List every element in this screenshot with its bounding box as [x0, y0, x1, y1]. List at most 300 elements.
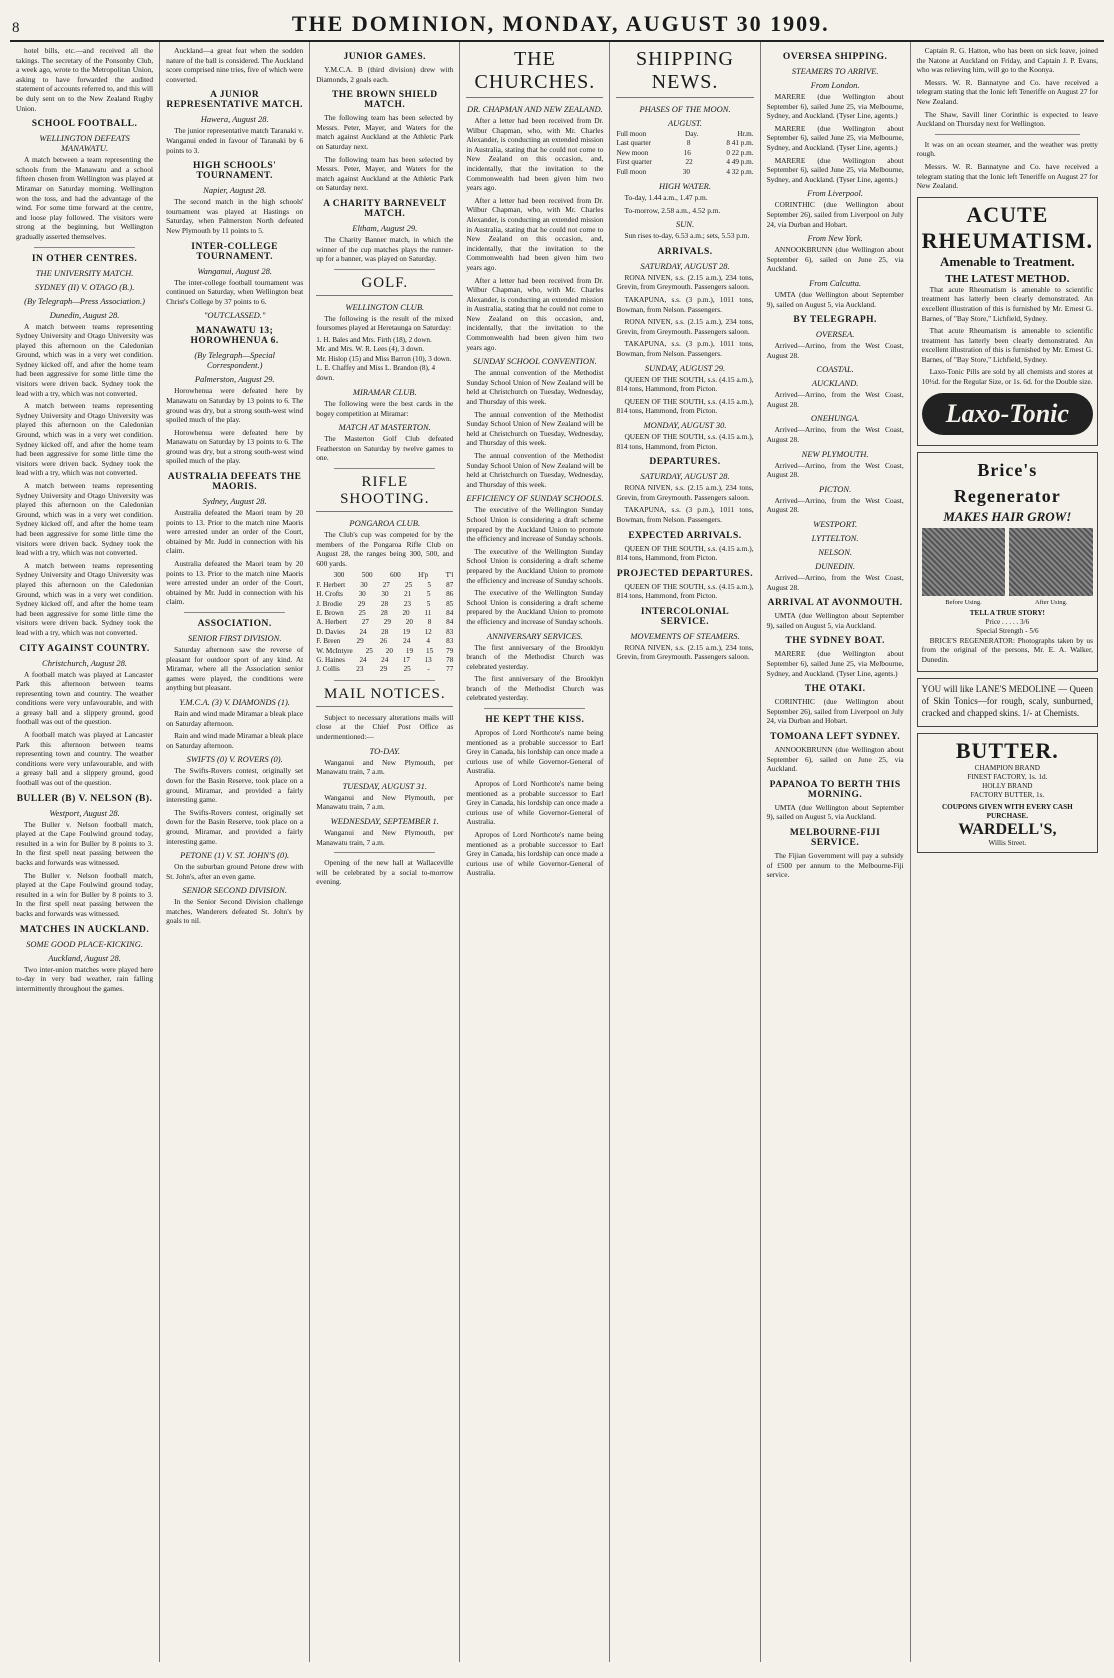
subheading: "OUTCLASSED."	[203, 310, 266, 321]
subheading: MOVEMENTS OF STEAMERS.	[630, 630, 740, 641]
dateline: Auckland, August 28.	[48, 952, 121, 963]
paragraph: Messrs. W. R. Bannatyne and Co. have received a telegram stating that the Ionic left Teneriffe on August 27 for New Zealand.	[916, 77, 1098, 106]
table-cell: 83	[446, 637, 454, 646]
table-row	[616, 139, 753, 148]
section-heading: HE KEPT THE KISS.	[485, 715, 585, 726]
ad-body: BRICE'S REGENERATOR: Photographs taken by us from the original of the persons, Mr. E. A. Walker, Dunedin.	[921, 635, 1093, 664]
paragraph: Australia defeated the Maori team by 20 points to 13. Prior to the match nine Maoris were arrested under an order of the Court, obtained by Mr. Judd in connection with his claim.	[166, 559, 304, 607]
section-heading: INTERCOLONIAL SERVICE.	[640, 606, 730, 627]
subheading: WEDNESDAY, SEPTEMBER 1.	[330, 815, 439, 826]
paragraph: A match between a team representing the schools from the Manawatu and a school fifteen chosen from Wellington was played at Miramar on Saturday morning. Wellington won the toss, and had the advantage of the wind. For some time forward at the centre, and loose play followed. The visitors were strong at the beginning, but Wellington gradually asserted themselves.	[16, 155, 154, 241]
subheading: SWIFTS (0) V. ROVERS (0).	[186, 754, 283, 765]
column-2	[160, 42, 310, 1662]
table-cell: 27	[382, 580, 390, 589]
subheading: WELLINGTON CLUB.	[345, 301, 425, 312]
paragraph: MARERE (due Wellington about September 6), sailed June 25, via Melbourne, Sydney, and Auckland. (Tyser Line, agents.)	[766, 123, 904, 152]
column-3	[310, 42, 460, 1662]
dateline: Westport, August 28.	[49, 807, 120, 818]
paragraph: Arrived—Arrino, from the West Coast, August 28.	[766, 390, 904, 409]
table-cell: 19	[402, 627, 410, 636]
price-line: Price . . . . . 3/6	[985, 617, 1030, 626]
table-cell: 83	[446, 627, 454, 636]
paragraph: The annual convention of the Methodist Sunday School Union of New Zealand will be held at Christchurch on Tuesday, Wednesday, and Thursday of this week.	[466, 409, 604, 448]
paragraph: Opening of the new hall at Wallaceville will be celebrated by a social to-morrow evening.	[316, 858, 454, 887]
table-row	[316, 618, 453, 627]
section-heading: TOMOANA LEFT SYDNEY.	[770, 731, 901, 742]
table-cell: 25	[403, 665, 411, 674]
columns	[10, 42, 1104, 1662]
paragraph: TAKAPUNA, s.s. (3 p.m.), 1011 tons, Bowman, from Nelson. Passengers.	[616, 295, 754, 314]
table-cell: E. Brown	[316, 608, 344, 617]
table-cell: 30	[381, 590, 389, 599]
table-cell: 21	[404, 590, 412, 599]
subheading: MATCH AT MASTERTON.	[338, 422, 431, 433]
table-cell: First quarter	[616, 158, 652, 167]
paragraph: Saturday afternoon saw the reverse of pleasant for outdoor sport of any kind. At Miramar, where all the Association senior games were played, the conditions were anything but pleasant.	[166, 645, 304, 693]
table-cell: 8	[686, 139, 691, 148]
paragraph: UMTA (due Wellington about September 9), sailed on August 5, via Auckland.	[766, 802, 904, 822]
byline: (By Telegraph—Press Association.)	[24, 295, 145, 306]
paragraph: Wanganui and New Plymouth, per Manawatu train, 7 a.m.	[316, 827, 454, 847]
paragraph: The junior representative match Taranaki v. Wanganui ended in favour of Taranaki by 6 points to 3.	[166, 126, 304, 155]
paragraph: UMTA (due Wellington about September 9), sailed on August 5, via Auckland.	[766, 289, 904, 309]
paragraph: The annual convention of the Methodist Sunday School Union of New Zealand will be held at Christchurch on Tuesday, Wednesday, and Thursday of this week.	[466, 368, 604, 407]
table-cell: 78	[446, 655, 454, 664]
table-row	[316, 590, 453, 599]
table-cell: 24	[381, 655, 389, 664]
subheading: HIGH WATER.	[659, 181, 711, 192]
section-heading: CITY AGAINST COUNTRY.	[19, 643, 150, 654]
subheading: ANNIVERSARY SERVICES.	[486, 630, 583, 641]
section-heading: EXPECTED ARRIVALS.	[628, 530, 742, 541]
paragraph: MARERE (due Wellington about September 6), sailed June 25, via Melbourne, Sydney, and Auckland. (Tyser Line, agents.)	[766, 649, 904, 678]
table-cell: 77	[446, 665, 454, 674]
ad-headline: ACUTE RHEUMATISM.	[921, 201, 1093, 253]
table-cell: 17	[402, 655, 410, 664]
rheumatism-advertisement	[917, 197, 1098, 446]
shop-address: Willis Street.	[988, 839, 1027, 848]
shop-name: WARDELL'S,	[958, 821, 1057, 839]
section-heading: A CHARITY BARNEVELT MATCH.	[323, 198, 447, 219]
table-cell: J. Collis	[316, 665, 340, 674]
table-cell: 600	[389, 571, 401, 580]
table-cell: 79	[446, 646, 454, 655]
table-row	[616, 158, 753, 167]
table-cell: 28	[381, 627, 389, 636]
table-cell: F. Breen	[316, 637, 341, 646]
paragraph: QUEEN OF THE SOUTH, s.s. (4.15 a.m.), 814 tons, Hammond, from Picton.	[616, 581, 754, 601]
table-cell: J. Brodie	[316, 599, 343, 608]
paragraph: MARERE (due Wellington about September 6), sailed June 25, via Melbourne, Sydney, and Auckland. (Tyser Line, agents.)	[766, 155, 904, 184]
paragraph: To-morrow, 2.58 a.m., 4.52 p.m.	[624, 205, 721, 215]
paragraph: A match between teams representing Sydney University and Otago University was played this afternoon on the Caledonian Ground, which was in a very wet condition. Sydney kicked off, and after the home team had been aggressive for some little time the visitors were driven back. Sydney took the lead with a try, which was not converted.	[16, 401, 154, 478]
paragraph: TAKAPUNA, s.s. (3 p.m.), 1011 tons, Bowman, from Nelson. Passengers.	[616, 339, 754, 358]
table-cell: 5	[427, 580, 431, 589]
ad-tagline: COUPONS GIVEN WITH EVERY CASH PURCHASE.	[941, 803, 1073, 821]
subheading: PICTON.	[819, 483, 852, 494]
paragraph: The executive of the Wellington Sunday School Union is considering a draft scheme prepared by the Auckland Union to promote the efficiency and increase of Sunday schools.	[466, 505, 604, 544]
subheading: COASTAL.	[816, 364, 854, 375]
dateline: Palmerston, August 29.	[194, 374, 275, 385]
column-6	[761, 42, 911, 1662]
section-heading: HIGH SCHOOLS' TOURNAMENT.	[193, 161, 277, 182]
table-cell: 29	[383, 618, 391, 627]
paragraph: Wanganui and New Plymouth, per Manawatu train, 7 a.m.	[316, 792, 454, 812]
dateline: Eltham, August 29.	[352, 222, 418, 233]
table-cell: W. McIntyre	[316, 646, 353, 655]
table-cell: 26	[379, 637, 387, 646]
section-heading: THE OTAKI.	[804, 684, 866, 695]
divider	[334, 680, 435, 681]
table-cell: 29	[356, 637, 364, 646]
paragraph: A match between teams representing Sydney University and Otago University was played this afternoon on the Caledonian Ground, which was in a very wet condition. Sydney kicked off, and after the home team had been aggressive for some little time the visitors were driven back. Sydney took the lead with a try, which was not converted.	[16, 560, 154, 637]
subheading: From Liverpool.	[807, 188, 864, 199]
paragraph: Rain and wind made Miramar a bleak place on Saturday afternoon.	[166, 708, 304, 728]
page-number: 8	[12, 20, 20, 36]
divider	[334, 269, 435, 270]
paragraph: Arrived—Arrino, from the West Coast, August 28.	[766, 573, 904, 592]
section-heading: MELBOURNE-FIJI SERVICE.	[789, 827, 881, 848]
section-heading: IN OTHER CENTRES.	[31, 253, 138, 264]
table-cell: 30	[358, 590, 366, 599]
section-heading: THE SYDNEY BOAT.	[785, 636, 885, 647]
dateline: Christchurch, August 28.	[42, 657, 128, 668]
table-cell: 0 22 p.m.	[726, 148, 754, 157]
subheading: SYDNEY (II) V. OTAGO (B.).	[34, 281, 135, 292]
table-row	[616, 130, 753, 139]
section-title-churches: THE CHURCHES.	[466, 48, 603, 98]
ad-body: That acute Rheumatism is amenable to scientific treatment has latterly been clearly demonstrated. An excellent illustration of this is furnished by Mr. Ernest G. Barnes, of "Bay Store," Lichfield, Sydney.	[921, 284, 1093, 323]
table-row	[616, 149, 753, 158]
subheading: DUNEDIN.	[815, 561, 856, 572]
table-cell: 24	[359, 655, 367, 664]
column-1	[10, 42, 160, 1662]
table-cell: H'p	[418, 571, 429, 580]
section-heading: MANAWATU 13; HOROWHENUA 6.	[190, 326, 279, 347]
section-heading: BULLER (B) V. NELSON (B).	[16, 793, 153, 804]
result-line: Mr. and Mrs. W. R. Lees (4), 3 down.	[316, 345, 425, 354]
table-cell: 8 41 p.m.	[726, 139, 754, 148]
paragraph: RONA NIVEN, s.s. (2.15 a.m.), 234 tons, Grevin, from Greymouth. Passengers saloon.	[616, 483, 754, 502]
table-row	[316, 656, 453, 665]
ad-subheadline: MAKES HAIR GROW!	[943, 508, 1072, 524]
paragraph: The Swifts-Rovers contest, originally set down for the Basin Reserve, took place on a ground, Miramar, and provided a fairly interesting game.	[166, 807, 304, 846]
butter-advertisement	[917, 733, 1098, 853]
subheading: PETONE (1) V. ST. JOHN'S (0).	[180, 850, 290, 861]
table-cell: F. Herbert	[316, 580, 346, 589]
table-row	[316, 571, 453, 580]
subheading: EFFICIENCY OF SUNDAY SCHOOLS.	[466, 493, 604, 504]
paragraph: A football match was played at Lancaster Park this afternoon between teams representing town and country. The weather conditions were very unfavourable, and with a greasy ball and a slippery ground, good football was out of the question.	[16, 669, 154, 727]
subheading: LYTTELTON.	[811, 533, 859, 544]
subheading: SATURDAY, AUGUST 28.	[640, 471, 730, 482]
subheading: SOME GOOD PLACE-KICKING.	[26, 938, 143, 949]
ad-body: YOU will like LANE'S MEDOLINE — Queen of Skin Tonics—for rough, scaly, sunburned, cracked and chapped skins. 1/- at Chemists.	[921, 684, 1093, 719]
paragraph: The Fijian Government will pay a subsidy of £500 per annum to the Melbourne-Fiji service.	[766, 850, 904, 880]
table-cell: 11	[424, 608, 432, 617]
section-heading: A JUNIOR REPRESENTATIVE MATCH.	[166, 90, 303, 111]
photo-caption: After Using.	[1034, 598, 1068, 606]
divider	[484, 708, 585, 709]
paragraph: Rain and wind made Miramar a bleak place on Saturday afternoon.	[166, 731, 304, 750]
before-photo	[922, 525, 1006, 606]
subheading: WESTPORT.	[813, 519, 858, 530]
table-cell: -	[427, 665, 430, 674]
paragraph: After a letter had been received from Dr. Wilbur Chapman, who, with Mr. Charles Alexander, is conducting an extended mission in Australia, stating that he could not come to New Zealand on this occasion, and, incidentally, that the invitation to the Commonwealth had been given him two years ago.	[466, 195, 604, 272]
paragraph: The following is the result of the mixed foursomes played at Heretaunga on Saturday:	[316, 313, 454, 333]
before-after-photos	[922, 525, 1093, 606]
medoline-advertisement	[917, 678, 1098, 727]
table-cell: 23	[356, 665, 364, 674]
table-cell: 84	[446, 618, 454, 627]
table-cell: 27	[361, 618, 369, 627]
paragraph: ANNOOKBRUNN (due Wellington about September 6), sailed on June 25, via Auckland.	[766, 744, 904, 774]
paragraph: The Masterton Golf Club defeated Featherston on Saturday by twelve games to one.	[316, 434, 454, 463]
section-title-rifle: RIFLE SHOOTING.	[316, 474, 453, 512]
subheading: SENIOR SECOND DIVISION.	[182, 885, 287, 896]
subheading: SUN.	[675, 219, 695, 230]
table-cell: 30	[682, 167, 690, 176]
paragraph: QUEEN OF THE SOUTH, s.s. (4.15 a.m.), 814 tons, Hammond, from Picton.	[616, 396, 754, 416]
result-line: L. E. Chaffey and Miss L. Brandon (8), 4 down.	[316, 364, 436, 382]
subheading: WELLINGTON DEFEATS MANAWATU.	[39, 133, 130, 154]
table-row	[316, 665, 453, 674]
table-cell: Last quarter	[616, 139, 651, 148]
section-heading: DEPARTURES.	[649, 457, 721, 468]
section-heading: ARRIVALS.	[657, 246, 713, 257]
page-title: THE DOMINION, MONDAY, AUGUST 30 1909.	[291, 11, 830, 36]
paragraph: Apropos of Lord Northcote's name being mentioned as a probable successor to Earl Grey in Canada, his lordship can once made a curious use of while Governor-General of Australia.	[466, 830, 604, 878]
paragraph: After a letter had been received from Dr. Wilbur Chapman, who, with Mr. Charles Alexander, is conducting an extended mission in Australia, stating that he could not come to New Zealand on this occasion, and, incidentally, that the invitation to the Commonwealth had been given him two years ago.	[466, 116, 604, 193]
ad-subheadline: Amenable to Treatment.	[939, 253, 1075, 269]
table-row	[316, 647, 453, 656]
section-title-mail: MAIL NOTICES.	[316, 686, 453, 707]
lead-paragraph: hotel bills, etc.—and received all the takings. The secretary of the Ponsonby Club, a week ago, wrote to the Metropolitan Union, asking to have forwarded the audited statement of accounts referred to, and this will be duly sent on to the New Zealand Rugby Union.	[16, 46, 154, 113]
table-cell: 12	[424, 627, 432, 636]
paragraph: Two inter-union matches were played here to-day in very bad weather, rain falling intermittently throughout the games.	[16, 964, 154, 993]
table-cell: 4	[426, 637, 430, 646]
table-cell: 20	[385, 646, 393, 655]
paragraph: The Swifts-Rovers contest, originally set down for the Basin Reserve, took place on a ground, Miramar, and provided a fairly interesting game.	[166, 766, 304, 805]
table-cell: Full moon	[616, 167, 647, 176]
paragraph: RONA NIVEN, s.s. (2.15 a.m.), 234 tons, Grevin, from Greymouth. Passengers saloon.	[616, 317, 754, 336]
product-line: FACTORY BUTTER, 1s.	[970, 791, 1045, 800]
divider	[935, 134, 1080, 135]
subheading: TO-DAY.	[369, 745, 401, 756]
table-cell: 20	[405, 618, 413, 627]
subheading: SUNDAY, AUGUST 29.	[644, 362, 726, 373]
after-photo	[1009, 525, 1093, 606]
paragraph: UMTA (due Wellington about September 9), sailed on August 5, via Auckland.	[766, 611, 904, 630]
paragraph: In the Senior Second Division challenge matches, Wanderers defeated St. John's by goals to nil.	[166, 897, 304, 926]
paragraph: The annual convention of the Methodist Sunday School Union of New Zealand will be held at Christchurch on Tuesday, Wednesday, and Thursday of this week.	[466, 451, 604, 489]
paragraph: Arrived—Arrino, from the West Coast, August 28.	[766, 341, 904, 360]
product-line: CHAMPION BRAND	[974, 764, 1040, 773]
table-cell: Hr.m.	[737, 130, 754, 138]
paragraph: Subject to necessary alterations mails will close at the Chief Post Office as undermentioned:—	[316, 712, 454, 741]
moon-table	[616, 130, 753, 177]
dateline: Wanganui, August 28.	[197, 265, 272, 276]
paragraph: Messrs. W. R. Bannatyne and Co. have received a telegram stating that the Ionic left Teneriffe on August 27 for New Zealand.	[916, 161, 1098, 191]
paragraph: Wanganui and New Plymouth, per Manawatu train, 7 a.m.	[316, 757, 454, 777]
divider	[184, 612, 285, 613]
paragraph: TAKAPUNA, s.s. (3 p.m.), 1011 tons, Bowman, from Nelson. Passengers.	[616, 505, 754, 524]
table-cell: 87	[446, 580, 454, 589]
column-5	[610, 42, 760, 1662]
table-cell: 24	[403, 637, 411, 646]
ad-tagline: TELL A TRUE STORY!	[969, 608, 1045, 617]
table-cell: 500	[361, 571, 373, 580]
product-line: FINEST FACTORY, 1s. 1d.	[967, 773, 1048, 782]
regenerator-advertisement	[917, 452, 1098, 673]
score-table	[316, 571, 453, 674]
paragraph: To-day, 1.44 a.m., 1.47 p.m.	[624, 193, 708, 203]
subheading: PHASES OF THE MOON.	[639, 104, 731, 114]
table-row	[316, 600, 453, 609]
table-cell: 5	[426, 599, 431, 608]
paragraph: Apropos of Lord Northcote's name being mentioned as a probable successor to Earl Grey in Canada, his lordship can once made a curious use of while Governor-General of Australia.	[466, 779, 604, 827]
paragraph: Sun rises to-day, 6.53 a.m.; sets, 5.53 p.m.	[624, 231, 750, 241]
table-cell: New moon	[616, 148, 649, 157]
table-cell: 25	[358, 608, 366, 617]
section-heading: ARRIVAL AT AVONMOUTH.	[767, 598, 903, 609]
subheading: PONGAROA CLUB.	[349, 517, 421, 528]
paragraph: The Charity Banner match, in which the winner of the cup matches plays the runner-up for a banner, was played on Saturday.	[316, 234, 454, 264]
paragraph: CORINTHIC (due Wellington about September 26), sailed from Liverpool on July 24, via Durban and Hobart.	[766, 697, 904, 726]
paragraph: After a letter had been received from Dr. Wilbur Chapman, who, with Mr. Charles Alexander, is conducting an extended mission in Australia, stating that he could not come to New Zealand on this occasion, and, incidentally, that the invitation to the Commonwealth had been given him two years ago.	[466, 275, 604, 352]
subheading: From London.	[810, 80, 860, 90]
ad-headline: BUTTER.	[955, 738, 1059, 764]
table-row	[616, 168, 753, 177]
section-heading: AUSTRALIA DEFEATS THE MAORIS.	[167, 472, 302, 493]
paragraph: Horowhenua were defeated here by Manawatu on Saturday by 13 points to 6. The ground was dry, but a strong south-west wind spoiled much of the play.	[166, 427, 304, 466]
dateline: Napier, August 28.	[203, 185, 267, 196]
section-heading: INTER-COLLEGE TOURNAMENT.	[191, 241, 279, 262]
byline: (By Telegraph—Special Correspondent.)	[194, 350, 275, 371]
table-cell: Day.	[685, 130, 699, 138]
subheading: TUESDAY, AUGUST 31.	[342, 780, 427, 791]
subheading: AUCKLAND.	[811, 378, 859, 389]
table-cell: D. Davies	[316, 627, 345, 636]
table-cell: 29	[379, 665, 388, 674]
table-row	[316, 609, 453, 618]
table-row	[316, 581, 453, 590]
paragraph: The Buller v. Nelson football match, played at the Cape Foulwind ground today, resulted in a win for Buller by 8 points to 3. In the first spell neat passing between the backs and forwards was witnessed.	[16, 819, 154, 867]
paragraph: MARERE (due Wellington about September 6), sailed June 25, via Melbourne, Sydney, and Auckland. (Tyser Line, agents.)	[766, 92, 904, 121]
table-cell: 28	[380, 608, 388, 617]
table-cell: 19	[405, 646, 414, 655]
paragraph: RONA NIVEN, s.s. (2.15 a.m.), 234 tons, Grevin, from Greymouth. Passengers saloon.	[616, 272, 754, 292]
divider	[334, 468, 435, 469]
table-cell: 4 49 p.m.	[726, 158, 754, 167]
masthead	[10, 8, 1104, 42]
table-cell: 24	[359, 627, 367, 636]
section-heading: PAPANOA TO BERTH THIS MORNING.	[769, 779, 901, 800]
paragraph: The second match in the high schools' tournament was played at Hastings on Saturday, when Palmerston North defeated New Plymouth by 11 points to 5.	[166, 197, 304, 235]
paragraph: ANNOOKBRUNN (due Wellington about September 6), sailed on June 25, via Auckland.	[766, 245, 904, 274]
table-cell: 86	[446, 590, 454, 599]
paragraph: The following team has been selected by Messrs. Peter, Mayer, and Waters for the match against Auckland at the Athletic Park on Saturday next.	[316, 154, 454, 193]
paragraph: The Shaw, Savill liner Corinthic is expected to leave Auckland on Thursday next for Wellington.	[916, 109, 1098, 129]
section-heading: PROJECTED DEPARTURES.	[616, 568, 754, 579]
section-heading: JUNIOR GAMES.	[343, 52, 427, 62]
dateline: Dunedin, August 28.	[49, 309, 120, 320]
paragraph: QUEEN OF THE SOUTH, s.s. (4.15 a.m.), 814 tons, Hammond, from Picton.	[616, 431, 754, 451]
portrait-image	[1009, 528, 1093, 596]
table-cell: Full moon	[616, 130, 647, 138]
subheading: SATURDAY, AUGUST 28.	[640, 260, 730, 271]
paragraph: On the suburban ground Petone drew with St. John's, after an even game.	[166, 862, 304, 881]
subheading: OVERSEA.	[815, 329, 855, 340]
paragraph: Arrived—Arrino, from the West Coast, August 28.	[766, 460, 904, 480]
table-cell: H. Crofts	[316, 590, 343, 599]
table-cell: 13	[424, 655, 432, 664]
subheading: Y.M.C.A. (3) V. DIAMONDS (1).	[179, 696, 290, 707]
dateline: Hawera, August 28.	[200, 114, 269, 125]
paragraph: Y.M.C.A. B (third division) drew with Diamonds, 2 goals each.	[316, 65, 454, 84]
product-line: HOLLY BRAND	[982, 782, 1033, 791]
result-line: Mr. Hislop (15) and Miss Barron (10), 3 down.	[316, 354, 452, 363]
table-cell: 23	[403, 599, 411, 608]
section-heading: OVERSEA SHIPPING.	[782, 52, 888, 62]
table-cell: 8	[427, 618, 432, 627]
subheading: SUNDAY SCHOOL CONVENTION.	[472, 356, 597, 367]
result-line: 1. H. Bales and Mrs. Firth (18), 2 down.	[316, 335, 432, 344]
paragraph: CORINTHIC (due Wellington about September 26), sailed from Liverpool on July 24, via Durban and Hobart.	[766, 200, 904, 229]
ad-body: That acute Rheumatism is amenable to scientific treatment has latterly been clearly demonstrated. An excellent illustration of this is furnished by Mr. Ernest G. Barnes, of "Bay Store," Lichfield, Sydney.	[921, 326, 1093, 364]
paragraph: Arrived—Arrino, from the West Coast, August 28.	[766, 425, 904, 445]
section-heading: MATCHES IN AUCKLAND.	[19, 924, 150, 935]
table-cell: 30	[360, 580, 368, 589]
section-title-shipping: SHIPPING NEWS.	[616, 48, 753, 98]
paragraph: The executive of the Wellington Sunday School Union is considering a draft scheme prepared by the Auckland Union to promote the efficiency and increase of Sunday schools.	[466, 588, 604, 626]
paragraph: A football match was played at Lancaster Park this afternoon between teams representing town and country. The weather conditions were very unfavourable, and with a greasy ball and a slippery ground, good football was out of the question.	[16, 730, 154, 788]
ad-headline: Brice's Regenerator	[953, 459, 1061, 506]
table-cell: 22	[685, 158, 693, 167]
subheading: MIRAMAR CLUB.	[352, 386, 417, 397]
subheading: NELSON.	[818, 547, 852, 558]
portrait-image	[922, 528, 1006, 596]
paragraph: The following were the best cards in the bogey competition at Miramar:	[316, 398, 454, 418]
table-cell: 300	[333, 571, 345, 580]
photo-caption: Before Using.	[945, 598, 982, 606]
paragraph: RONA NIVEN, s.s. (2.15 a.m.), 234 tons, Grevin, from Greymouth. Passengers saloon.	[616, 642, 754, 662]
subheading: From Calcutta.	[809, 277, 862, 288]
section-title-golf: GOLF.	[316, 275, 453, 296]
paragraph: The following team has been selected by Messrs. Peter, Mayer, and Waters for the match against Auckland at the Athletic Park on Saturday next.	[316, 113, 454, 151]
price-line: Special Strength - 5/6	[976, 626, 1039, 635]
paragraph: Auckland—a great feat when the sodden nature of the ball is considered. The Auckland score comprised nine tries, five of which were converted.	[166, 46, 304, 84]
paragraph: QUEEN OF THE SOUTH, s.s. (4.15 a.m.), 814 tons, Hammond, from Picton.	[616, 374, 754, 394]
subheading: From New York.	[807, 233, 863, 244]
paragraph: Apropos of Lord Northcote's name being mentioned as a probable successor to Earl Grey in Canada, his lordship can once made a curious use of while Governor-General of Australia.	[466, 728, 604, 776]
paragraph: Captain R. G. Hatton, who has been on sick leave, joined the Natone at Auckland on Friday, and Captain J. P. Evans, who was relieving him, will go to the Koonya.	[916, 46, 1098, 75]
paragraph: The Buller v. Nelson football match, played at the Cape Foulwind ground today, resulted in a win for Buller by 8 points to 3. In the first spell neat passing between the backs and forwards was witnessed.	[16, 870, 154, 918]
table-cell: 85	[446, 599, 454, 608]
table-cell: 4 32 p.m.	[726, 167, 754, 176]
table-cell: 28	[380, 599, 389, 608]
section-heading: BY TELEGRAPH.	[793, 315, 877, 326]
table-cell: 20	[402, 608, 410, 617]
subheading: STEAMERS TO ARRIVE.	[791, 66, 879, 76]
table-cell: 84	[446, 608, 454, 617]
subheading: MONDAY, AUGUST 30.	[643, 419, 727, 430]
table-cell: A. Herbert	[316, 618, 347, 627]
paragraph: The executive of the Wellington Sunday School Union is considering a draft scheme prepared by the Auckland Union to promote the efficiency and increase of Sunday schools.	[466, 546, 604, 585]
section-heading: ASSOCIATION.	[197, 619, 272, 629]
table-row	[316, 637, 453, 646]
table-cell: T'l	[445, 571, 454, 580]
